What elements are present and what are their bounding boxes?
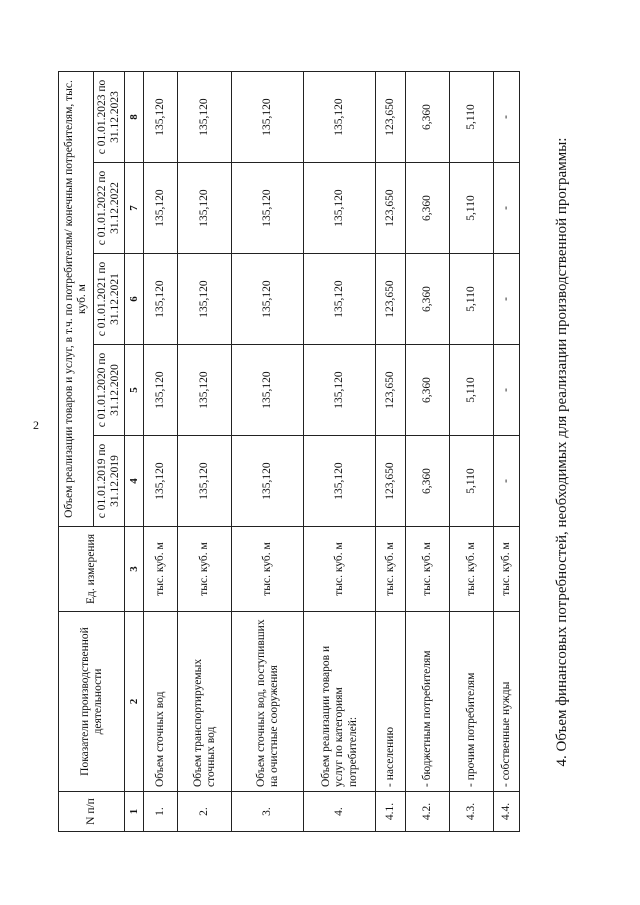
row-value: 135,120	[232, 436, 304, 527]
column-number: 3	[125, 527, 144, 612]
row-label: - собственные нужды	[494, 612, 520, 792]
row-value: 135,120	[144, 345, 178, 436]
row-value: 135,120	[304, 345, 376, 436]
row-label: - бюджетным потребителям	[406, 612, 450, 792]
row-value: 123,650	[376, 163, 406, 254]
row-value: 6,360	[406, 163, 450, 254]
header-period: с 01.01.2022 по 31.12.2022	[94, 163, 125, 254]
column-number: 7	[125, 163, 144, 254]
row-value: -	[494, 254, 520, 345]
row-value: 6,360	[406, 436, 450, 527]
row-value: 5,110	[450, 254, 494, 345]
row-value: 135,120	[304, 254, 376, 345]
row-number: 4.4.	[494, 792, 520, 832]
table-row	[178, 71, 232, 831]
row-value: 135,120	[144, 71, 178, 162]
row-value: 135,120	[144, 163, 178, 254]
header-period: с 01.01.2021 по 31.12.2021	[94, 254, 125, 345]
rotated-page-content	[40, 62, 600, 842]
row-value: 135,120	[144, 436, 178, 527]
row-unit: тыс. куб. м	[304, 527, 376, 612]
table-header-row	[59, 71, 94, 831]
section-heading: 4. Объем финансовых потребностей, необходимых для реализации производственной программы:	[554, 137, 570, 767]
header-n: N п/п	[59, 792, 125, 832]
row-unit: тыс. куб. м	[376, 527, 406, 612]
row-value: 5,110	[450, 345, 494, 436]
header-unit: Ед. измерения	[59, 527, 125, 612]
row-number: 4.1.	[376, 792, 406, 832]
row-label: Объем реализации товаров и услуг по категориям потребителей:	[304, 612, 376, 792]
table-row	[304, 71, 376, 831]
column-number: 8	[125, 71, 144, 162]
row-value: 6,360	[406, 254, 450, 345]
row-value: 135,120	[178, 436, 232, 527]
table-row	[144, 71, 178, 831]
column-number: 6	[125, 254, 144, 345]
row-unit: тыс. куб. м	[144, 527, 178, 612]
row-value: 123,650	[376, 345, 406, 436]
header-period: с 01.01.2023 по 31.12.2023	[94, 71, 125, 162]
row-value: 135,120	[232, 254, 304, 345]
table-row	[232, 71, 304, 831]
row-value: -	[494, 345, 520, 436]
row-value: 6,360	[406, 71, 450, 162]
row-label: Объем транспортируемых сточных вод	[178, 612, 232, 792]
table-row	[406, 71, 450, 831]
row-value: 123,650	[376, 436, 406, 527]
row-label: - прочим потребителям	[450, 612, 494, 792]
row-unit: тыс. куб. м	[406, 527, 450, 612]
row-value: 6,360	[406, 345, 450, 436]
row-label: Объем сточных вод, поступивших на очистные сооружения	[232, 612, 304, 792]
table-row	[494, 71, 520, 831]
row-unit: тыс. куб. м	[232, 527, 304, 612]
row-value: 135,120	[304, 436, 376, 527]
row-value: 135,120	[304, 163, 376, 254]
production-indicators-table	[58, 71, 520, 832]
table-row	[376, 71, 406, 831]
row-number: 4.3.	[450, 792, 494, 832]
row-number: 2.	[178, 792, 232, 832]
header-indicator: Показатели производственной деятельности	[59, 612, 125, 792]
header-period: с 01.01.2020 по 31.12.2020	[94, 345, 125, 436]
row-unit: тыс. куб. м	[494, 527, 520, 612]
header-sales-volume-group: Объем реализации товаров и услуг, в т.ч. по потребителям/ конечным потребителям, тыс. куб. м	[59, 71, 94, 526]
row-value: 135,120	[178, 345, 232, 436]
row-number: 1.	[144, 792, 178, 832]
row-number: 4.2.	[406, 792, 450, 832]
row-value: 123,650	[376, 71, 406, 162]
table-row	[450, 71, 494, 831]
column-number: 4	[125, 436, 144, 527]
row-label: Объем сточных вод	[144, 612, 178, 792]
row-value: 135,120	[178, 254, 232, 345]
row-value: -	[494, 71, 520, 162]
row-value: 135,120	[232, 163, 304, 254]
page-number: 2	[33, 418, 39, 432]
row-value: 135,120	[232, 71, 304, 162]
row-number: 4.	[304, 792, 376, 832]
row-value: 135,120	[178, 71, 232, 162]
row-unit: тыс. куб. м	[178, 527, 232, 612]
row-value: -	[494, 436, 520, 527]
row-label: - населению	[376, 612, 406, 792]
header-period: с 01.01.2019 по 31.12.2019	[94, 436, 125, 527]
column-number: 5	[125, 345, 144, 436]
row-value: 135,120	[304, 71, 376, 162]
row-value: 5,110	[450, 436, 494, 527]
column-number: 1	[125, 792, 144, 832]
column-number-row	[125, 71, 144, 831]
row-value: 5,110	[450, 163, 494, 254]
row-number: 3.	[232, 792, 304, 832]
row-unit: тыс. куб. м	[450, 527, 494, 612]
row-value: 135,120	[144, 254, 178, 345]
row-value: 135,120	[232, 345, 304, 436]
row-value: 135,120	[178, 163, 232, 254]
row-value: 123,650	[376, 254, 406, 345]
column-number: 2	[125, 612, 144, 792]
row-value: -	[494, 163, 520, 254]
row-value: 5,110	[450, 71, 494, 162]
